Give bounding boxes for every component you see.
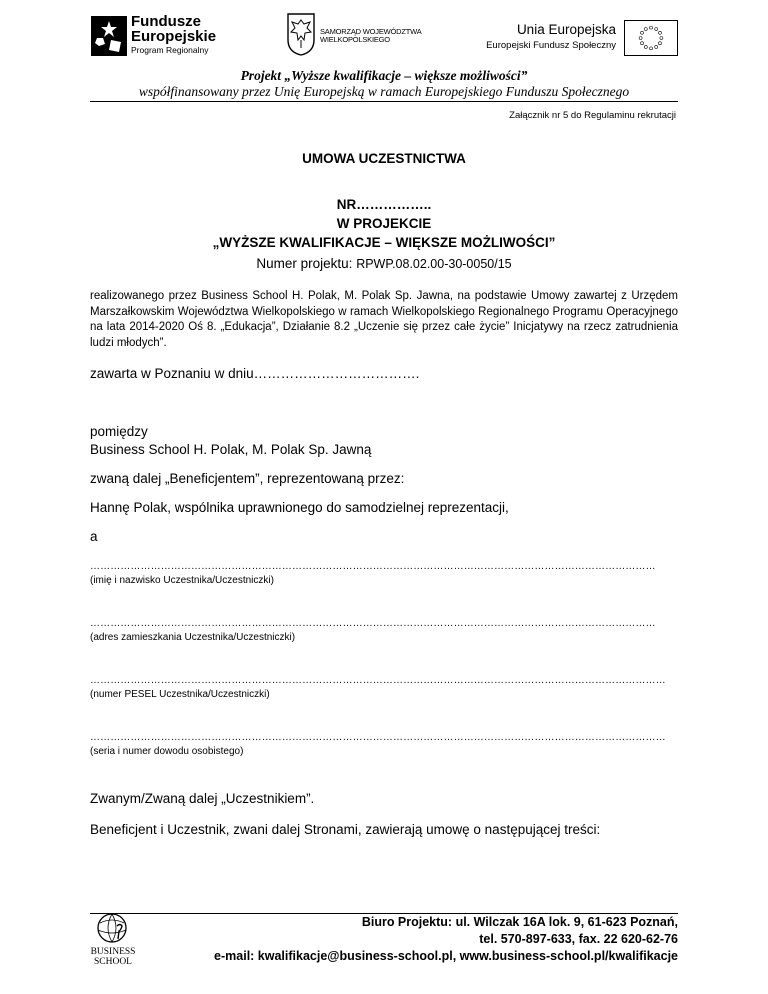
pesel-field-label: (numer PESEL Uczestnika/Uczestniczki): [90, 689, 270, 700]
header-divider: [90, 101, 678, 102]
project-number-value: RPWP.08.02.00-30-0050/15: [356, 257, 512, 271]
bs-logo-text1: BUSINESS: [90, 947, 136, 957]
representative-line: Hannę Polak, wspólnika uprawnionego do samodzielnej reprezentacji,: [90, 500, 509, 515]
wlkp-logo-line2: WIELKOPOLSKIEGO: [320, 35, 390, 44]
between-label: pomiędzy: [90, 424, 148, 439]
project-number-label: Numer projektu:: [256, 256, 353, 271]
footer-phone: tel. 570-897-633, fax. 22 620-62-76: [479, 932, 678, 946]
id-field-dots[interactable]: ………………………………………………………………………………………………………………………………………………………: [90, 732, 666, 743]
ue-logo-line1: Unia Europejska: [516, 22, 616, 37]
id-field-label: (seria i numer dowodu osobistego): [90, 746, 244, 757]
project-cofinancing: współfinansowany przez Unię Europejską w ramach Europejskiego Funduszu Społecznego: [138, 84, 630, 99]
wlkp-logo-line1: SAMORZĄD WOJEWÓDZTWA: [320, 27, 422, 36]
footer-address: Biuro Projektu: ul. Wilczak 16A lok. 9, 61-623 Poznań,: [361, 915, 678, 929]
participant-called: Zwanym/Zwaną dalej „Uczestnikiem”.: [90, 791, 315, 806]
address-field-label: (adres zamieszkania Uczestnika/Uczestniczki): [90, 632, 296, 643]
project-number: [90, 256, 678, 271]
unia-europejska-logo: [488, 20, 678, 58]
beneficiary-called: zwaną dalej „Beneficjentem”, reprezentowaną przez:: [90, 471, 405, 486]
ue-logo-line2: Europejski Fundusz Społeczny: [486, 40, 616, 51]
business-school-globe-icon: [90, 911, 136, 967]
and-label: a: [90, 529, 98, 544]
in-project-label: W PROJEKCIE: [336, 216, 432, 231]
address-field-dots[interactable]: ……………………………………………………………………………………………………………………………………………………: [90, 618, 656, 629]
footer-divider: [90, 913, 678, 914]
pesel-field-dots[interactable]: ………………………………………………………………………………………………………………………………………………………: [90, 675, 666, 686]
bs-logo-text2: SCHOOL: [93, 957, 133, 967]
business-school-logo: [90, 911, 136, 967]
name-field-label: (imię i nazwisko Uczestnika/Uczestniczki): [90, 575, 274, 586]
place-date-line: zawarta w Poznaniu w dniu……………………………….: [90, 366, 420, 381]
agreement-number: NR……………..: [336, 197, 432, 212]
fundusze-europejskie-mark-icon: [91, 16, 127, 56]
eu-flag-icon: [624, 20, 678, 56]
fundusze-europejskie-logo: [91, 14, 241, 58]
eagle-shield-icon: [286, 12, 316, 56]
fe-logo-line3: Program Regionalny: [131, 45, 209, 55]
project-title: Projekt „Wyższe kwalifikacje – większe możliwości”: [240, 68, 528, 83]
footer-contact[interactable]: e-mail: kwalifikacje@business-school.pl, www.business-school.pl/kwalifikacje: [214, 949, 678, 963]
fe-logo-line1: Fundusze: [131, 13, 201, 30]
company-name: Business School H. Polak, M. Polak Sp. Jawną: [90, 442, 372, 457]
wielkopolska-logo: [286, 12, 446, 58]
project-name: „WYŻSZE KWALIFIKACJE – WIĘKSZE MOŻLIWOŚCI”: [212, 235, 556, 250]
name-field-dots[interactable]: ……………………………………………………………………………………………………………………………………………………: [90, 561, 656, 572]
parties-statement: Beneficjent i Uczestnik, zwani dalej Stronami, zawierają umowę o następującej treści:: [90, 822, 601, 837]
attachment-note: Załącznik nr 5 do Regulaminu rekrutacji: [509, 110, 676, 121]
intro-paragraph: realizowanego przez Business School H. Polak, M. Polak Sp. Jawna, na podstawie Umowy zawartej z Urzędem Marszałkowskim Województwa Wielkopolskiego w ramach Wielkopolskiego Regionalnego Programu Operacyjnego na lata 2014-2020 Oś 8. „Edukacja”, Działanie 8.2 „Uczenie się przez całe życie” Inicjatywy na rzecz zatrudnienia ludzi młodych”.: [90, 290, 678, 349]
document-title: UMOWA UCZESTNICTWA: [302, 151, 466, 166]
fe-logo-line2: Europejskie: [131, 28, 217, 45]
